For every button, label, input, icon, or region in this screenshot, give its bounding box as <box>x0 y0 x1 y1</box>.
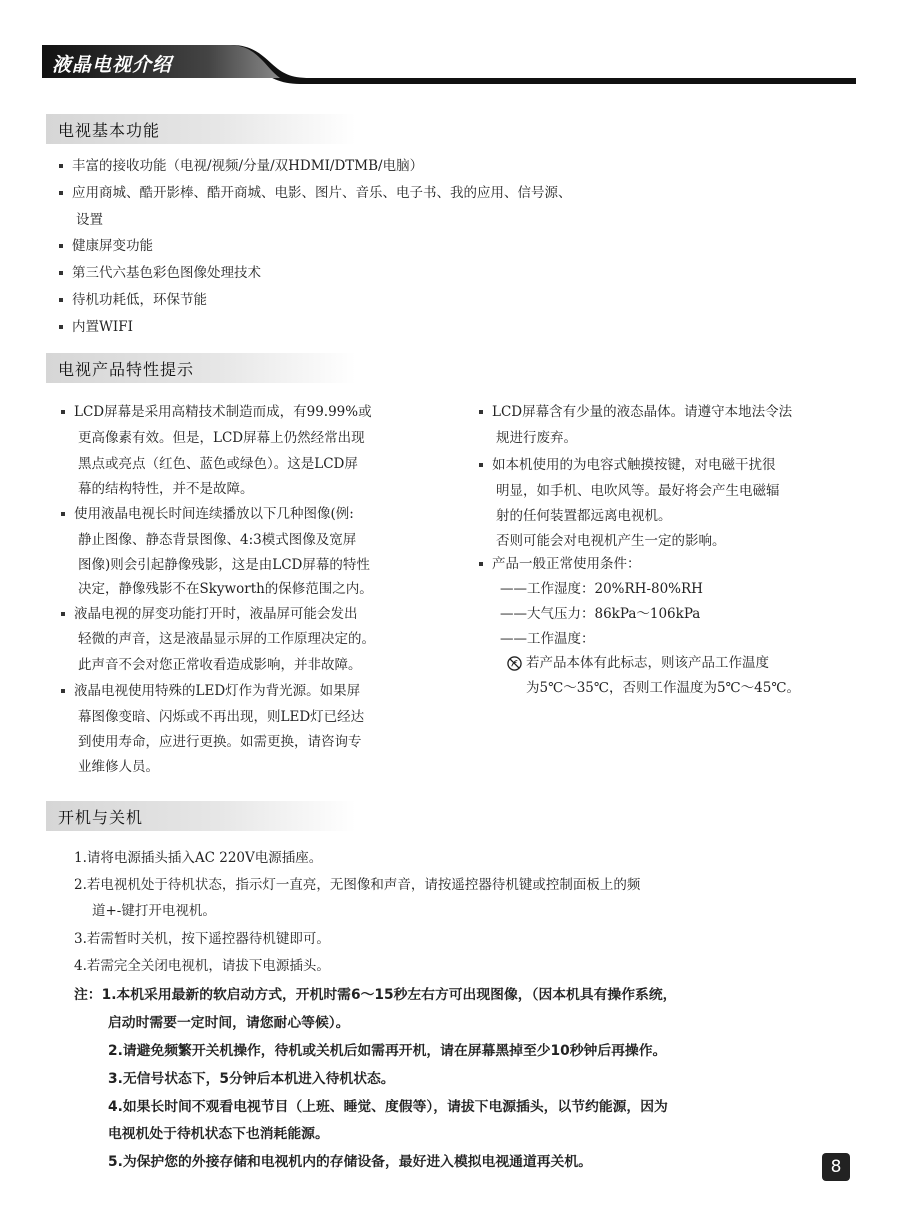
condition-note: 若产品本体有此标志，则该产品工作温度 <box>526 655 769 671</box>
condition-temperature: ——工作温度： <box>500 631 595 647</box>
section-heading-product-notes: 电视产品特性提示 <box>46 353 356 383</box>
note-line: 2.请避免频繁开关机操作，待机或关机后如需再开机，请在屏幕黑掉至少10秒钟后再操作。 <box>108 1043 667 1059</box>
note-line: 明显，如手机、电吹风等。最好将会产生电磁辐 <box>496 483 780 499</box>
note-line: 到使用寿命，应进行更换。如需更换，请咨询专 <box>78 734 362 750</box>
condition-humidity: ——工作湿度：20%RH-80%RH <box>500 581 703 597</box>
list-item: 丰富的接收功能（电视/视频/分量/双HDMI/DTMB/电脑） <box>72 158 424 174</box>
no-moisture-warning-icon <box>507 656 522 671</box>
note-line: 更高像素有效。但是，LCD屏幕上仍然经常出现 <box>78 430 365 446</box>
condition-pressure: ——大气压力：86kPa～106kPa <box>500 606 701 622</box>
note-line: 液晶电视使用特殊的LED灯作为背光源。如果屏 <box>74 683 361 699</box>
list-item-continuation: 设置 <box>76 212 103 228</box>
note-line: 图像)则会引起静像残影，这是由LCD屏幕的特性 <box>78 557 370 573</box>
note-line: 射的任何装置都远离电视机。 <box>496 508 672 524</box>
list-item: 内置WIFI <box>72 319 133 335</box>
note-line: 幕的结构特性，并不是故障。 <box>78 481 254 497</box>
note-line: 决定，静像残影不在Skyworth的保修范围之内。 <box>78 581 373 597</box>
power-step-continuation: 道+-键打开电视机。 <box>92 903 216 919</box>
note-line: 幕图像变暗、闪烁或不再出现，则LED灯已经达 <box>78 709 365 725</box>
note-line: 5.为保护您的外接存储和电视机内的存储设备，最好进入模拟电视通道再关机。 <box>108 1154 592 1170</box>
note-line: 静止图像、静态背景图像、4:3模式图像及宽屏 <box>78 532 357 548</box>
conditions-heading: 产品一般正常使用条件： <box>492 556 641 572</box>
note-line: 否则可能会对电视机产生一定的影响。 <box>496 533 726 549</box>
note-line: LCD屏幕含有少量的液态晶体。请遵守本地法令法 <box>492 404 793 420</box>
list-item: 健康屏变功能 <box>72 238 153 254</box>
note-line: LCD屏幕是采用高精技术制造而成，有99.99%或 <box>74 404 372 420</box>
list-item: 第三代六基色彩色图像处理技术 <box>72 265 261 281</box>
note-line: 轻微的声音，这是液晶显示屏的工作原理决定的。 <box>78 631 375 647</box>
condition-note: 为5℃～35℃，否则工作温度为5℃～45℃。 <box>526 680 800 696</box>
note-line: 黑点或亮点（红色、蓝色或绿色）。这是LCD屏 <box>78 456 358 472</box>
power-step: 3.若需暂时关机，按下遥控器待机键即可。 <box>74 931 330 947</box>
section-heading-power: 开机与关机 <box>46 801 356 831</box>
section-heading-basic-functions: 电视基本功能 <box>46 114 356 144</box>
list-item: 待机功耗低，环保节能 <box>72 292 207 308</box>
power-step: 1.请将电源插头插入AC 220V电源插座。 <box>74 850 323 866</box>
note-line: 液晶电视的屏变功能打开时，液晶屏可能会发出 <box>74 606 358 622</box>
note-line: 4.如果长时间不观看电视节目（上班、睡觉、度假等），请拔下电源插头，以节约能源，因为 <box>108 1099 668 1115</box>
page-number: 8 <box>822 1153 850 1181</box>
page-title: 液晶电视介绍 <box>52 54 173 76</box>
note-line: 此声音不会对您正常收看造成影响，并非故障。 <box>78 657 362 673</box>
note-line: 启动时需要一定时间，请您耐心等候）。 <box>108 1015 350 1031</box>
note-line: 注：1.本机采用最新的软启动方式，开机时需6～15秒左右方可出现图像，（因本机具有操作系统， <box>74 987 677 1003</box>
note-line: 如本机使用的为电容式触摸按键，对电磁干扰很 <box>492 457 776 473</box>
note-line: 业维修人员。 <box>78 759 159 775</box>
power-step: 2.若电视机处于待机状态，指示灯一直亮，无图像和声音，请按遥控器待机键或控制面板上的频 <box>74 877 641 893</box>
list-item: 应用商城、酷开影棒、酷开商城、电影、图片、音乐、电子书、我的应用、信号源、 <box>72 185 572 201</box>
power-step: 4.若需完全关闭电视机，请拔下电源插头。 <box>74 958 330 974</box>
note-line: 使用液晶电视长时间连续播放以下几种图像(例: <box>74 506 354 522</box>
note-line: 规进行废弃。 <box>496 430 577 446</box>
note-line: 3.无信号状态下，5分钟后本机进入待机状态。 <box>108 1071 395 1087</box>
note-line: 电视机处于待机状态下也消耗能源。 <box>108 1126 329 1142</box>
